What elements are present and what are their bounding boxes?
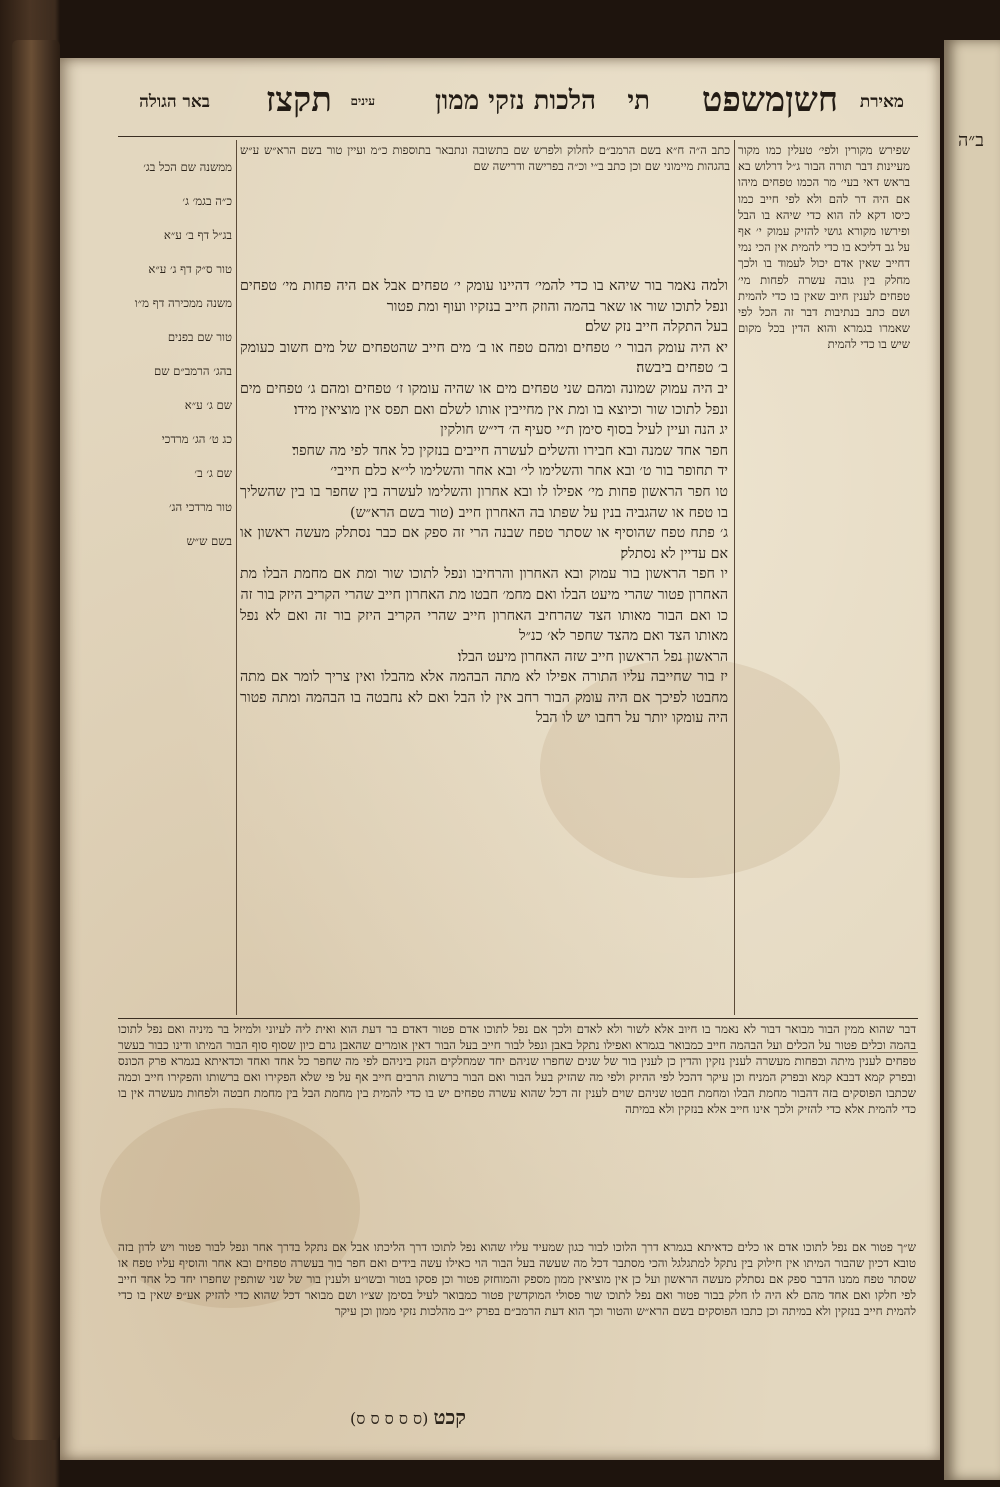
header-beer-hagolah: באר הגולה bbox=[139, 92, 210, 112]
main-paragraph: יו חפר הראשון בור עמוק ובא האחרון והרחיבו ונפל לתוכו שור ומת אם מחמת הבלו מת האחרון פטור שהרי מיעט הבלו ואם מחמ׳ חבטו מת האחרון חייב שהרי הקריב היזק בור זה bbox=[240, 566, 728, 603]
beer-hagolah-margin bbox=[122, 150, 232, 1010]
commentary-bottom-text: ש״ך פטור אם נפל לתוכו אדם או כלים כדאיתא בגמרא דרך הלוכו לבור כגון שמעיד עליו שהוא נפל לתוכו דרך הליכתו אבל אם נתקל בדרך אחר ונפל לבור פטור ויש לדון בזה טובא דכיון שהבור המיתו אין חילוק בין נתקל למתגלגל והכי מסתבר דכל מה שעשה בעל הבור הוי כאילו עשה בידים ואם חפר בור בעשרה טפחים ובא אחר והוסיף עליו טפח או שסתר טפח ממנו הדבר ספק אם נסתלק מעשה הראשון ועל כן אין מוציאין ממון מספק והמוחזק פטור וכן פסקו בטור ובשו״ע ולענין בור של שני שותפין שחפרו יחד כל אחד חייב לפי חלקו ואם אחד מהם לא היה לו חלק בבור פטור ואם נפל לתוכו שור פסולי המוקדשין פטור כמבואר לעיל בסימן שצ״ו ושם מבואר דכל שהוא כדי להזיק אע״פ שאין בו כדי להמית חייב בנזקין ולא במיתה וכן כתבו הפוסקים בשם הרא״ש והטור וכך הוא דעת הרמב״ם בפרק י״ב מהלכות נזקי ממון וכן עיקר bbox=[118, 1240, 916, 1318]
main-paragraph: טו חפר הראשון פחות מי׳ אפילו לו ובא אחרון והשלימו לעשרה בין שחפר בו בין שהשליך בו טפח או שהגביה בנין על שפתו בה האחרון חייב (טור בשם הרא״ש) bbox=[240, 483, 728, 521]
main-paragraph: חפר אחד שמנה ובא חבירו והשלים לעשרה חייבים בנזקין כל אחד לפי מה שחפר׃ bbox=[292, 442, 728, 459]
main-paragraph: יג הנה ועיין לעיל בסוף סימן ת״י סעיף ה׳ די״ש חולקין bbox=[440, 422, 728, 439]
margin-note: טור מרדכי הג׳ bbox=[168, 500, 232, 514]
column-divider bbox=[236, 140, 237, 1015]
margin-note: ממשנה שם הכל בג׳ bbox=[143, 160, 232, 174]
margin-note: משנה ממכירה דף מ״ו bbox=[134, 296, 232, 310]
commentary-divider bbox=[118, 1052, 918, 1053]
main-paragraph: ולמה נאמר בור שיהא בו כדי להמי׳ דהיינו עומק י׳ טפחים אבל אם היה פחות מי׳ טפחים ונפל לתוכו שור או שאר בהמה והוזק חייב בנזקיו ועוף ומת פטור bbox=[240, 278, 728, 315]
main-text-column bbox=[240, 276, 728, 1016]
header-title-main: חשןמשפט bbox=[701, 80, 838, 120]
margin-note: שם ג׳ ע״א bbox=[184, 398, 232, 412]
main-paragraph: הראשון נפל הראשון חייב שזה האחרון מיעט הבלו׃ bbox=[457, 648, 728, 665]
margin-note: בהג׳ הרמב״ם שם bbox=[153, 364, 232, 378]
main-paragraph: יב היה עמוק שמונה ומהם שני טפחים מים או שהיה עומקו ז׳ טפחים ומהם ג׳ טפחים מים ונפל לתוכו שור וכיוצא בו ומת אין מחייבין אותו לשלם ואם תפס אין מוציאין מידו׃ bbox=[240, 380, 728, 418]
margin-note: טור ס״ק דף ג׳ ע״א bbox=[148, 262, 232, 276]
margin-note: טור שם בפנים bbox=[167, 330, 232, 344]
gloss-right-text: שפירש מקורין ולפי׳ טעלין כמו מקור מעיינות דבר תורה הבור ג״ל דרלוש בא בראש דאי בעי׳ מר הכמו טפחים מיהו אם היה דר להם ולא לפי חייב כמו כיסו דקא לה הוא כדי שיהא בו הבל ופירשו מקורא גושי להזיק עמוק י׳ אף על גב דליכא בו כדי להמית אין הכי נמי דחייב שאין אדם יכול לעמוד בו ולכך מחלק בין גובה עשרה לפחות מי׳ טפחים לענין חיוב שאין בו כדי להמית ושם כתב בנתיבות דבר זה הכל לפי שאמרו בגמרא והוא הדין בכל מקום שיש בו כדי להמית bbox=[738, 143, 910, 352]
commentary-block-bottom bbox=[118, 1240, 916, 1400]
main-paragraph: יא היה עומק הבור י׳ טפחים ומהם טפח או ב׳ מים חייב שהטפחים של מים חשוב כעומק ב׳ טפחים ביבשה׃ bbox=[240, 339, 728, 377]
adjacent-page-text: ב״ה bbox=[958, 130, 984, 151]
main-paragraph: יז בור שחייבה עליו התורה אפילו לא מתה הבהמה אלא מהבלו ואין צריך לומר אם מתה מחבטו לפיכך אם היה עומק הבור רחב אין לו הבל ואם לא נחבטה בו הבהמה ומתה פטור היה עומקו יותר על רחבו יש לו הבל bbox=[240, 669, 728, 727]
running-header bbox=[120, 78, 910, 130]
margin-note: כ״ה בגמ׳ ג׳ bbox=[182, 194, 232, 208]
margin-note: בג״ל דף ב׳ ע״א bbox=[163, 228, 232, 242]
header-title-ti: תי bbox=[627, 86, 650, 116]
commentary-text: דבר שהוא ממין הבור מבואר דבור לא נאמר בו חיוב אלא לשור ולא לאדם ולכך אם נפל לתוכו אדם פטור דאדם בר דעת הוא ואית ליה לעיוני ולמיזל בר מיניה ואם נפל לתוכו בהמה וכלים פטור על הכלים ועל הבהמה חייב כמבואר בגמרא ואפילו נתקל באבן ונפל לבור חייב בעל הבור דאין אומרים שהאבן גרם כיון שסוף סוף הבור המיתו ודינו כבור בעשר טפחים לענין מיתה ובפחות מעשרה לענין נזקין והדין כן לענין בור של שנים שחפרו שניהם יחד שמחלקים הנזק ביניהם לפי מה שחפר כל אחד ואחד וכדאיתא בגמרא פרק הכונס ובפרק קמא דבבא קמא ובפרק המניח וכן עיקר דהכל לפי ההיזק ולפי מה שהזיק בעל הבור ואם הבור ברשות הרבים חייב אף על פי שלא הפקירו ואם ברשותו והפקירו חייב וכמה שכתבו הפוסקים בזה דהבור מחמת הבלו ומחמת חבטו שניהם שוים לענין זה דכל שהוא עשרה טפחים יש בו כדי להמית בין מחמת הבל בין מחמת חבטה ולפחות מעשרה אין בו כדי להמית אלא כדי להזיק ולכך אינו חייב אלא בנזקין ולא במיתה bbox=[118, 1022, 916, 1116]
header-einayim: עינים bbox=[350, 94, 375, 108]
page-footer bbox=[350, 1405, 526, 1430]
margin-note: כג ט׳ הג׳ מרדכי bbox=[161, 432, 232, 446]
header-meirat: מאירת bbox=[859, 92, 904, 112]
margin-note: שם ג׳ ב׳ bbox=[194, 466, 232, 480]
main-paragraph: ג׳ פתח טפח שהוסיף או שסתר טפח שבנה הרי זה ספק אם כבר נסתלק מעשה ראשון או אם עדיין לא נסתלק׃ bbox=[240, 525, 728, 562]
margin-note: בשם ש״ש bbox=[186, 534, 232, 548]
gloss-column-right bbox=[738, 142, 910, 1012]
catchword: (ס ס ס ס ס) bbox=[350, 1409, 429, 1428]
gloss-top-block bbox=[240, 142, 730, 272]
section-rule bbox=[118, 1018, 918, 1019]
adjacent-page-edge bbox=[944, 40, 1000, 1480]
header-rule bbox=[118, 136, 918, 137]
page-number: תקצז bbox=[265, 80, 332, 120]
header-section-title: הלכות נזקי ממון bbox=[435, 86, 596, 116]
book-spine bbox=[12, 40, 60, 1440]
main-paragraph: יד תחופר בור ט׳ ובא אחר והשלימו לי׳ ובא אחר והשלימו לי״א כלם חייבי׳ bbox=[330, 463, 728, 480]
gloss-top-text: כתב ה״ה ח״א בשם הרמב״ם לחלוק ולפרש שם בתשובה ונתבאר בתוספות כ״מ ועיין טור בשם הרא״ש ע״ש בהגהות מיימוני שם וכן כתב ב״י וכ״ה בפרישה ודרישה שם bbox=[240, 143, 730, 174]
main-paragraph: בעל התקלה חייב נזק שלם׃ bbox=[584, 319, 728, 336]
column-divider bbox=[734, 140, 735, 1015]
signature-mark: קכט bbox=[433, 1405, 467, 1429]
main-paragraph: כו ואם הבור מאותו הצד שהרחיב האחרון חייב שהרי הקריב היזק בור זה ואם לא נפל מאותו הצד ואם מהצד שחפר לא׳ כנ״ל bbox=[240, 607, 728, 645]
